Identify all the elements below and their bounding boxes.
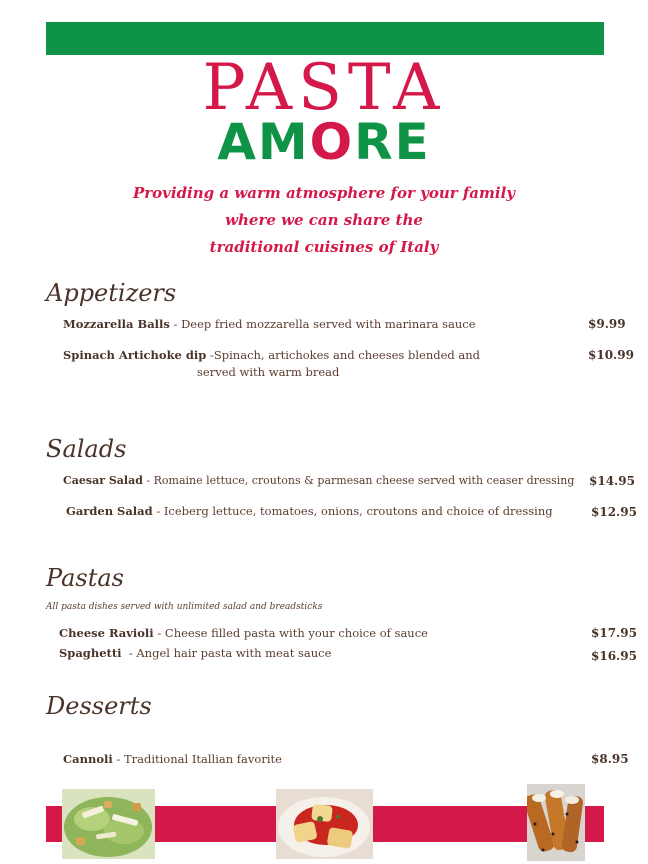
menu-item-spinach-artichoke-dip-desc2: served with warm bread: [197, 365, 340, 379]
section-title-desserts: Desserts: [46, 692, 152, 720]
tagline: Providing a warm atmosphere for your family where we can share the traditional cuisines of Italy: [132, 184, 516, 256]
section-title-pastas: Pastas: [46, 564, 124, 592]
menu-item-mozzarella-balls: Mozzarella Balls - Deep fried mozzarella served with marinara sauce: [63, 317, 476, 331]
price-mozzarella-balls: $9.99: [588, 317, 626, 331]
menu-item-spaghetti: Spaghetti - Angel hair pasta with meat sauce: [59, 646, 332, 660]
menu-item-garden-salad: Garden Salad - Iceberg lettuce, tomatoes, onions, croutons and choice of dressing: [66, 504, 553, 518]
ravioli-photo: [276, 789, 373, 859]
logo-pasta-text: PASTA: [202, 51, 446, 125]
menu-item-cannoli: Cannoli - Traditional Itallian favorite: [63, 752, 282, 766]
caesar-salad-photo: [62, 789, 155, 859]
section-title-salads: Salads: [46, 435, 127, 463]
cannoli-photo: [527, 784, 585, 861]
price-spaghetti: $16.95: [591, 649, 637, 663]
menu-item-spinach-artichoke-dip: Spinach Artichoke dip -Spinach, artichokes and cheeses blended and: [63, 348, 481, 362]
price-garden-salad: $12.95: [591, 505, 637, 519]
menu-item-cheese-ravioli: Cheese Ravioli - Cheese filled pasta with your choice of sauce: [59, 626, 428, 640]
pasta-note: All pasta dishes served with unlimited salad and breadsticks: [46, 602, 323, 612]
price-caesar-salad: $14.95: [589, 474, 635, 488]
price-spinach-artichoke-dip: $10.99: [588, 348, 634, 362]
menu-item-caesar-salad: Caesar Salad - Romaine lettuce, croutons & parmesan cheese served with ceaser dressing: [63, 474, 575, 487]
tomato-heart-icon: O: [309, 113, 355, 171]
price-cannoli: $8.95: [591, 752, 629, 766]
logo-amore-text: AMORE: [217, 113, 431, 171]
section-title-appetizers: Appetizers: [46, 279, 177, 307]
price-cheese-ravioli: $17.95: [591, 626, 637, 640]
